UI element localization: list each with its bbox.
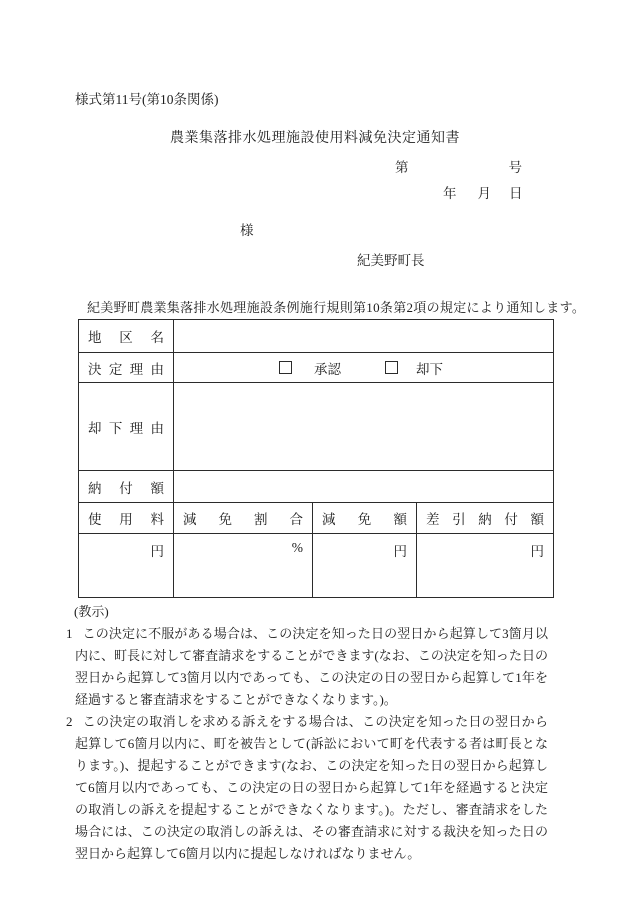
form-number: 様式第11号(第10条関係) [75,92,219,107]
usage-fee-label: 使用料 [88,512,164,527]
net-payment-unit: 円 [416,534,553,597]
date-line [443,182,523,202]
net-payment-header-cell [416,503,553,533]
approve-label: 承認 [314,361,341,377]
rejection-reason-value-cell [173,383,553,470]
reject-checkbox-icon [385,361,398,374]
doc-number-suffix: 号 [508,160,522,175]
addressee-label: 様 [240,223,254,238]
notice-item-text: この決定に不服がある場合は、この決定を知った日の翌日から起算して3箇月以内に、町長に対して審査請求をすることができます(なお、この決定を知った日の翌日から起算して3箇月以内であっても、この決定の日の翌日から起算して1年を経過すると審査請求をすることができなくなります。)。 [75,626,548,707]
reduction-amount-label: 減免額 [322,512,407,527]
notice-section [66,601,548,865]
payment-amount-value-cell [173,471,553,502]
notice-item-number: 2 [66,714,73,729]
sender-label: 紀美野町長 [357,253,425,268]
payment-amount-label-cell [79,471,173,502]
payment-amount-label: 納付額 [88,480,164,496]
rejection-reason-label-cell [79,383,173,470]
notice-item-text: この決定の取消しを求める訴えをする場合は、この決定を知った日の翌日から起算して6箇月以内に、町を被告として(訴訟において町を代表する者は町長となります。)、提起することができます(なお、この決定を知った日の翌日から起算して6箇月以内であっても、この決定の日の翌日から起算して1年を経過すると決定の取消しの訴えを提起することができなくなります。)。ただし、審査請求をした場合には、この決定の取消しの訴えは、その審査請求に対する裁決を知った日の翌日から起算して6箇月以内に提起しなければなりません。 [75,714,548,861]
notice-heading: (教示) [74,604,109,619]
notice-item-number: 1 [66,626,73,641]
doc-number-line [395,156,522,176]
rejection-reason-row [79,382,553,470]
district-label-cell [79,320,173,352]
district-value-cell [173,320,553,352]
intro-text: 紀美野町農業集落排水処理施設条例施行規則第10条第2項の規定により通知します。 [87,300,586,315]
rejection-reason-label: 却下理由 [88,420,164,436]
notice-item [66,623,548,711]
notice-item [66,711,548,865]
payment-amount-row [79,470,553,502]
reject-label: 却下 [416,361,443,377]
fee-header-row [79,502,553,533]
reduction-rate-unit: % [173,534,312,597]
district-row [79,320,553,352]
reduction-amount-header-cell [312,503,416,533]
reduction-amount-unit: 円 [312,534,416,597]
date-year-label: 年 [443,186,457,201]
usage-fee-unit: 円 [150,544,164,559]
doc-number-prefix: 第 [395,160,409,175]
decision-reason-row [79,352,553,382]
decision-options-cell [173,353,553,382]
date-month-label: 月 [477,186,491,201]
approve-checkbox-icon [279,361,292,374]
usage-fee-header-cell [79,503,173,533]
reduction-rate-label: 減免割合 [183,512,303,527]
decision-reason-label: 決定理由 [88,361,164,377]
net-payment-label: 差引納付額 [426,512,544,527]
page-title: 農業集落排水処理施設使用料減免決定通知書 [170,131,460,146]
district-label: 地区名 [88,330,164,345]
decision-reason-label-cell [79,353,173,382]
reduction-rate-header-cell [173,503,312,533]
decision-table [78,319,554,598]
date-day-label: 日 [509,186,523,201]
fee-values-row [79,533,553,597]
